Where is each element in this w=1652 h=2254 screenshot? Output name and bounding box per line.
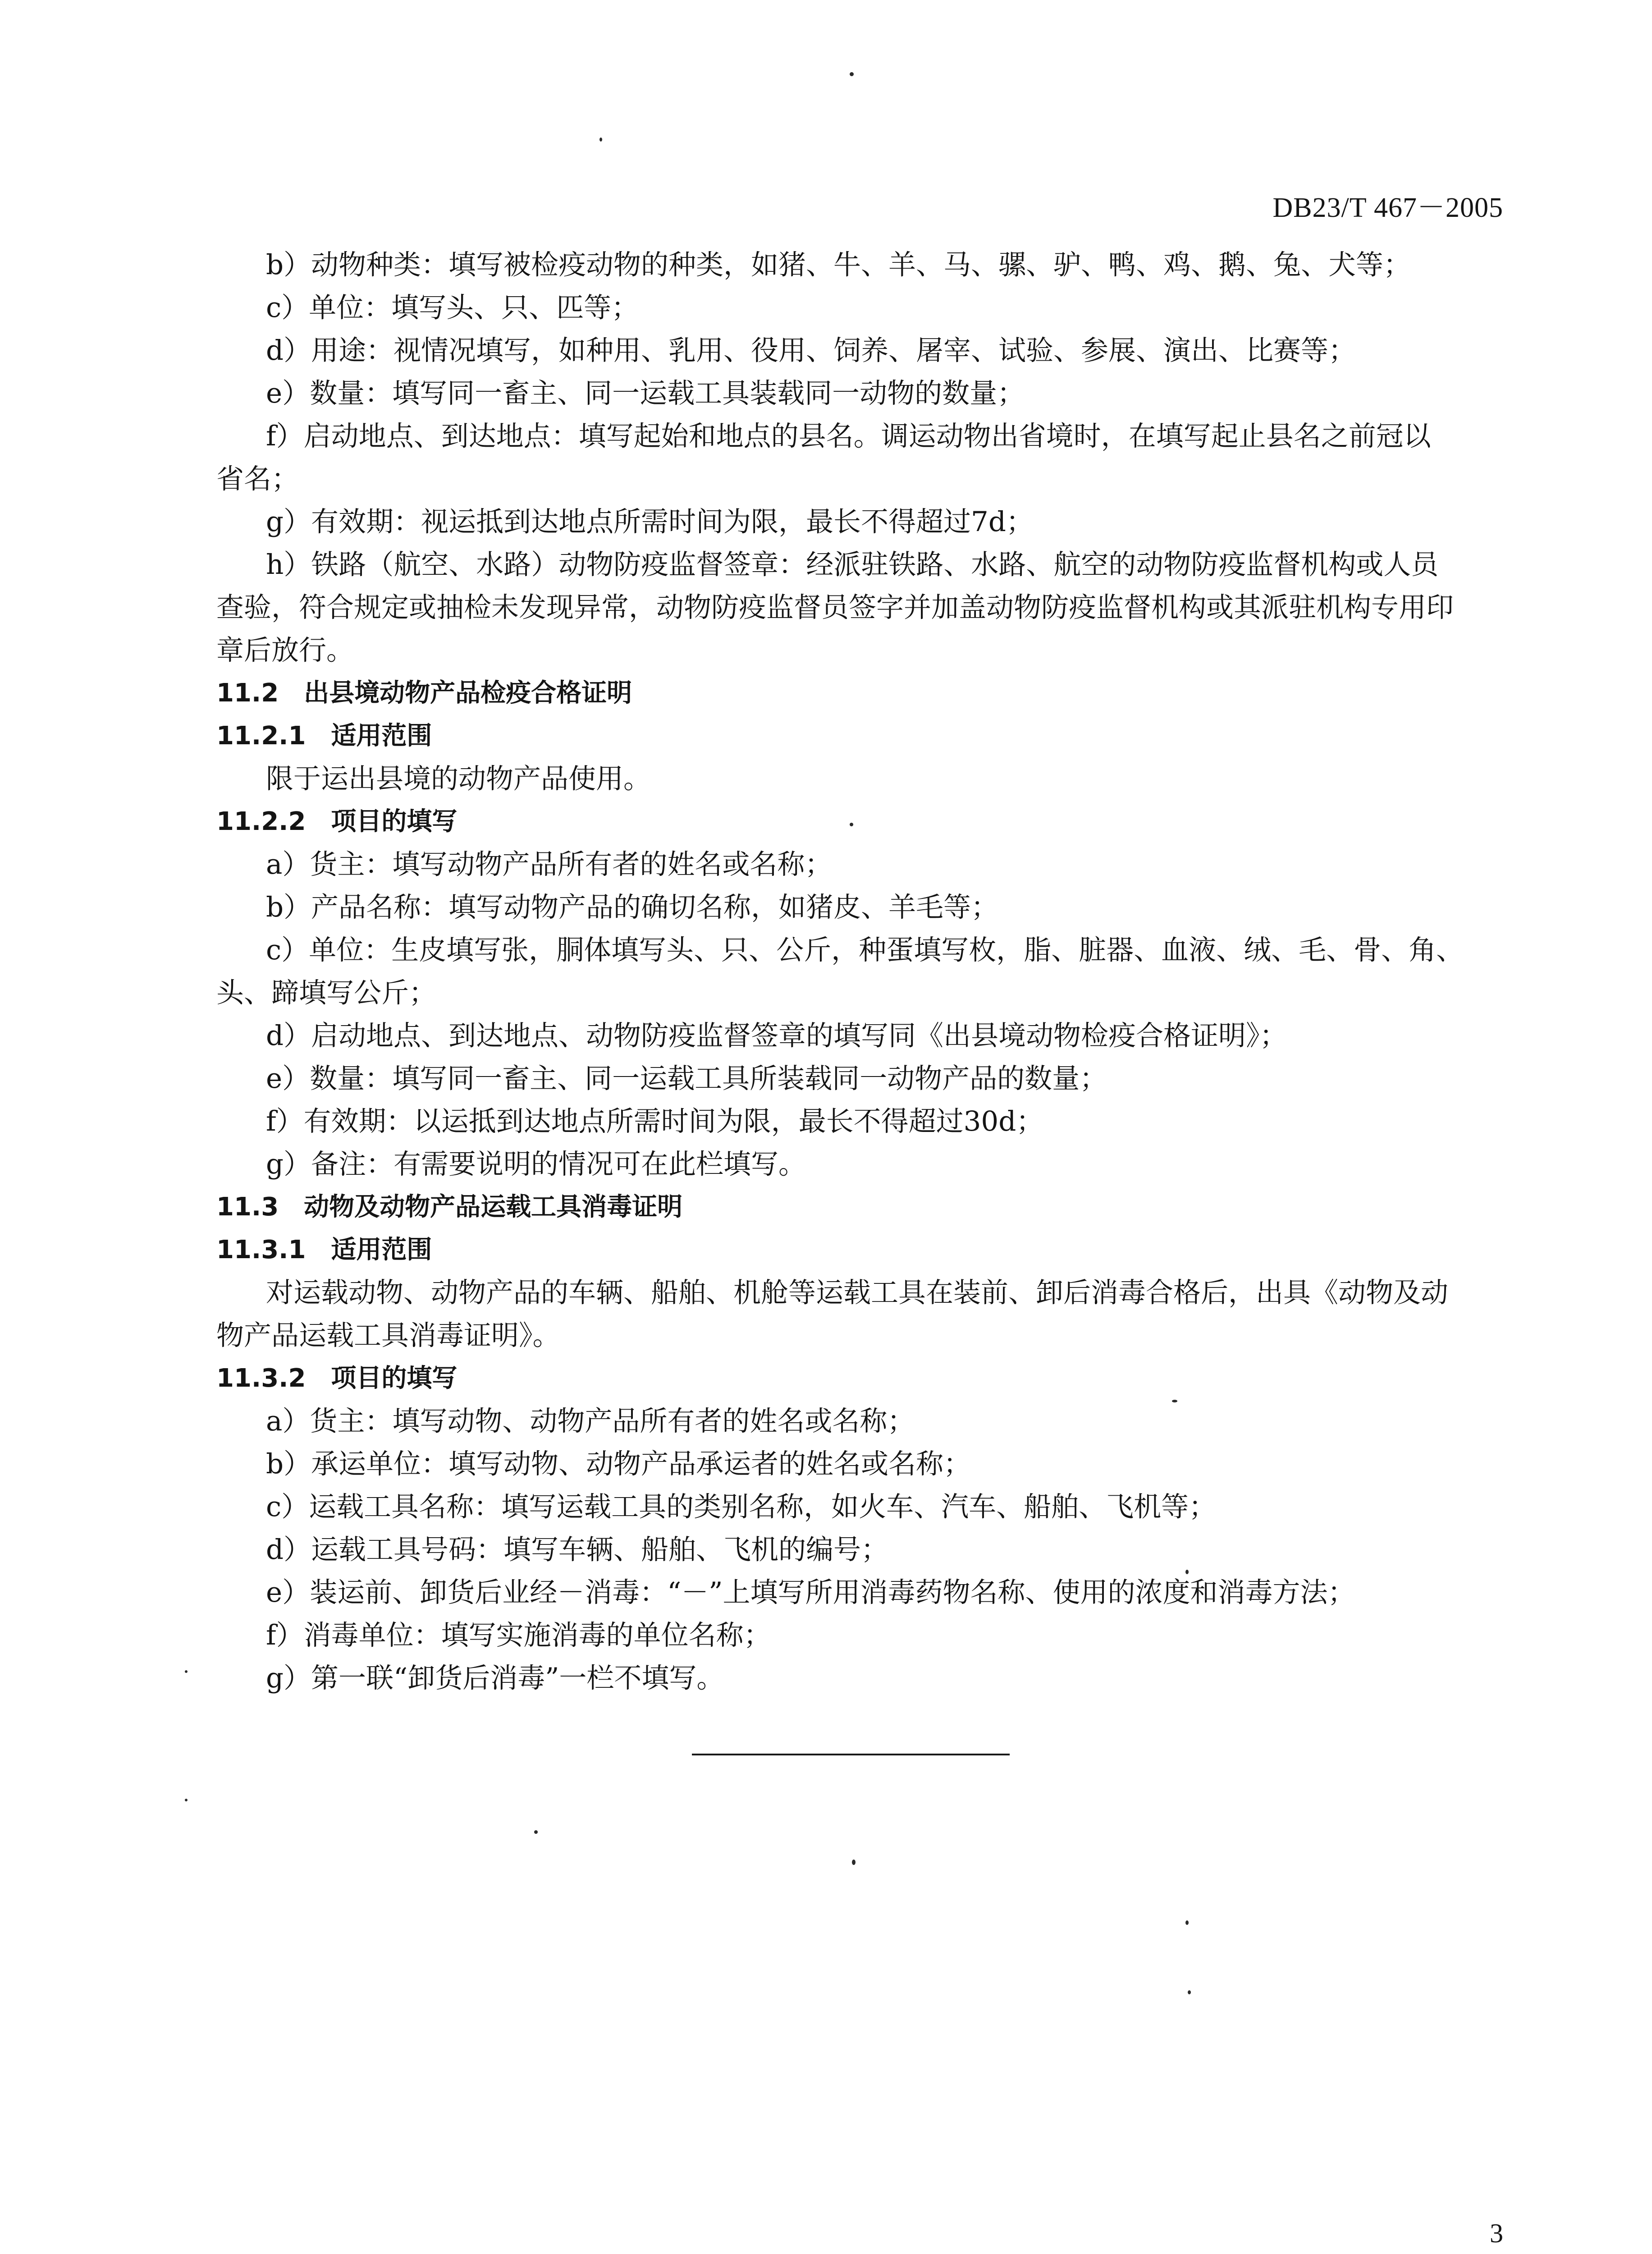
subsection-heading: 11.3.1 适用范围 <box>216 1235 432 1264</box>
section-heading: 11.2 出县境动物产品检疫合格证明 <box>216 678 632 708</box>
scan-speck <box>1172 1400 1177 1402</box>
text-line: f）启动地点、到达地点：填写起始和地点的县名。调运动物出省境时，在填写起止县名之前冠以 <box>266 420 1431 452</box>
text-line: h）铁路（航空、水路）动物防疫监督签章：经派驻铁路、水路、航空的动物防疫监督机构或人员 <box>266 549 1439 581</box>
text-line: e）装运前、卸货后业经－消毒：“－”上填写所用消毒药物名称、使用的浓度和消毒方法； <box>266 1576 1355 1608</box>
text-line: 限于运出县境的动物产品使用。 <box>266 763 651 795</box>
text-line: g）第一联“卸货后消毒”一栏不填写。 <box>266 1662 724 1694</box>
text-line: 章后放行。 <box>216 634 354 666</box>
scan-speck <box>185 1670 188 1673</box>
text-line: a）货主：填写动物产品所有者的姓名或名称； <box>266 848 833 880</box>
subsection-heading: 11.2.2 项目的填写 <box>216 807 458 836</box>
text-line: g）备注：有需要说明的情况可在此栏填写。 <box>266 1148 806 1180</box>
text-line: d）用途：视情况填写，如种用、乳用、役用、饲养、屠宰、试验、参展、演出、比赛等； <box>266 334 1356 367</box>
text-line: g）有效期：视运抵到达地点所需时间为限，最长不得超过7d； <box>266 506 1034 538</box>
scan-speck <box>1185 1570 1189 1574</box>
text-line: b）动物种类：填写被检疫动物的种类，如猪、牛、羊、马、骡、驴、鸭、鸡、鹅、兔、犬等； <box>266 249 1411 281</box>
text-line: 省名； <box>216 463 299 495</box>
text-line: b）产品名称：填写动物产品的确切名称，如猪皮、羊毛等； <box>266 891 999 923</box>
text-line: c）运载工具名称：填写运载工具的类别名称，如火车、汽车、船舶、飞机等； <box>266 1491 1217 1523</box>
text-line: 对运载动物、动物产品的车辆、船舶、机舱等运载工具在装前、卸后消毒合格后，出具《动物及动 <box>266 1277 1449 1309</box>
text-line: d）启动地点、到达地点、动物防疫监督签章的填写同《出县境动物检疫合格证明》； <box>266 1020 1287 1052</box>
document-code: DB23/T 467－2005 <box>1272 192 1503 223</box>
document-body <box>216 243 1515 1700</box>
subsection-heading: 11.2.1 适用范围 <box>216 721 432 751</box>
text-line: 查验，符合规定或抽检未发现异常，动物防疫监督员签字并加盖动物防疫监督机构或其派驻机构专用印 <box>216 591 1454 623</box>
text-line: f）消毒单位：填写实施消毒的单位名称； <box>266 1619 771 1651</box>
text-line: a）货主：填写动物、动物产品所有者的姓名或名称； <box>266 1405 915 1437</box>
scan-speck <box>850 823 853 826</box>
text-line: e）数量：填写同一畜主、同一运载工具装载同一动物的数量； <box>266 377 1025 409</box>
scan-speck <box>1185 1920 1189 1925</box>
text-line: f）有效期：以运抵到达地点所需时间为限，最长不得超过30d； <box>266 1105 1044 1137</box>
scan-speck <box>534 1830 538 1834</box>
scan-speck <box>185 1799 188 1801</box>
scan-speck <box>852 1860 856 1865</box>
text-line: d）运载工具号码：填写车辆、船舶、飞机的编号； <box>266 1534 889 1566</box>
scan-speck <box>1188 1990 1191 1994</box>
scan-speck <box>850 72 854 76</box>
scan-speck <box>599 137 602 142</box>
subsection-heading: 11.3.2 项目的填写 <box>216 1364 458 1393</box>
end-rule <box>692 1754 1010 1755</box>
text-line: 物产品运载工具消毒证明》。 <box>216 1319 560 1351</box>
text-line: c）单位：生皮填写张，胴体填写头、只、公斤，种蛋填写枚，脂、脏器、血液、绒、毛、骨、角、 <box>266 934 1464 966</box>
text-line: b）承运单位：填写动物、动物产品承运者的姓名或名称； <box>266 1448 971 1480</box>
text-line: c）单位：填写头、只、匹等； <box>266 292 639 324</box>
text-line: e）数量：填写同一畜主、同一运载工具所装载同一动物产品的数量； <box>266 1063 1107 1095</box>
text-line: 头、蹄填写公斤； <box>216 977 437 1009</box>
page-number: 3 <box>1490 2218 1503 2248</box>
section-heading: 11.3 动物及动物产品运载工具消毒证明 <box>216 1192 683 1222</box>
